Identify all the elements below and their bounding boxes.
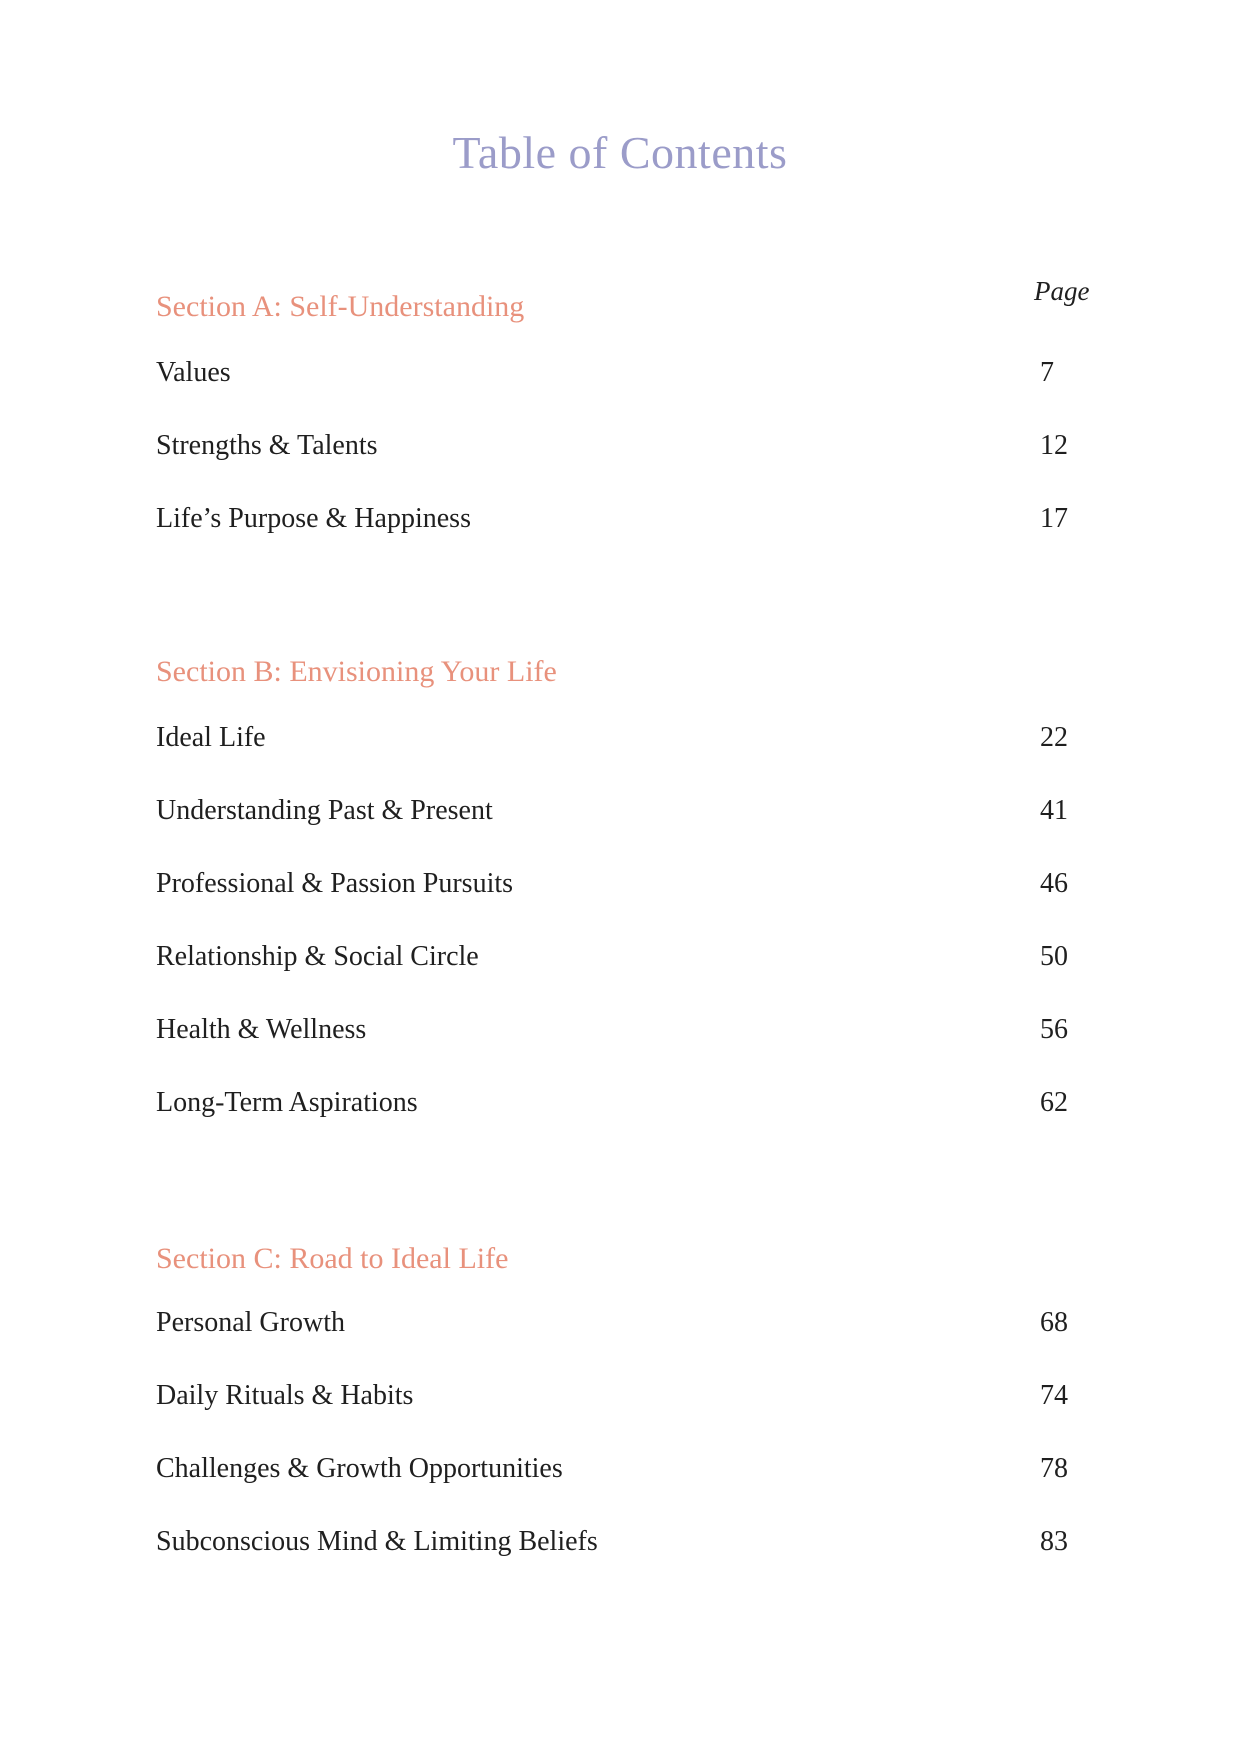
toc-entry-page: 46 (1040, 868, 1068, 899)
toc-entry-title: Relationship & Social Circle (156, 941, 479, 972)
toc-entry[interactable] (156, 1014, 1080, 1054)
toc-entry-title: Challenges & Growth Opportunities (156, 1453, 563, 1484)
toc-entry-title: Health & Wellness (156, 1014, 367, 1045)
toc-entry-title: Daily Rituals & Habits (156, 1380, 414, 1411)
toc-entry-page: 83 (1040, 1526, 1068, 1557)
toc-entry-page: 22 (1040, 722, 1068, 753)
toc-entry-page: 62 (1040, 1087, 1068, 1118)
toc-entry-page: 68 (1040, 1307, 1068, 1338)
toc-entry-page: 78 (1040, 1453, 1068, 1484)
toc-entry[interactable] (156, 1087, 1080, 1127)
toc-entry[interactable] (156, 357, 1080, 397)
toc-entry-title: Long-Term Aspirations (156, 1087, 418, 1118)
section-heading-a: Section A: Self-Understanding (156, 290, 525, 323)
section-heading-c: Section C: Road to Ideal Life (156, 1242, 509, 1275)
page-column-label: Page (1034, 276, 1090, 306)
toc-entry[interactable] (156, 1307, 1080, 1347)
toc-entry-page: 17 (1040, 503, 1068, 534)
page-title: Table of Contents (452, 127, 788, 178)
toc-entry-page: 12 (1040, 430, 1068, 461)
toc-entry-page: 7 (1040, 357, 1054, 388)
toc-entry[interactable] (156, 430, 1080, 470)
toc-entry-title: Strengths & Talents (156, 430, 378, 461)
toc-entry-title: Professional & Passion Pursuits (156, 868, 514, 899)
toc-entry[interactable] (156, 1526, 1080, 1566)
toc-entry-page: 74 (1040, 1380, 1068, 1411)
toc-entry[interactable] (156, 868, 1080, 908)
toc-entry-title: Understanding Past & Present (156, 795, 493, 826)
toc-entry-title: Subconscious Mind & Limiting Beliefs (156, 1526, 598, 1557)
toc-entry-page: 41 (1040, 795, 1068, 826)
toc-entry-title: Ideal Life (156, 722, 266, 753)
toc-entry[interactable] (156, 722, 1080, 762)
toc-entry[interactable] (156, 795, 1080, 835)
toc-entry[interactable] (156, 1453, 1080, 1493)
toc-entry-page: 50 (1040, 941, 1068, 972)
toc-entry[interactable] (156, 1380, 1080, 1420)
toc-entry[interactable] (156, 503, 1080, 543)
toc-entry-page: 56 (1040, 1014, 1068, 1045)
toc-entry-title: Life’s Purpose & Happiness (156, 503, 471, 534)
toc-entry-title: Personal Growth (156, 1307, 345, 1338)
toc-entry[interactable] (156, 941, 1080, 981)
toc-entry-title: Values (156, 357, 231, 388)
section-heading-b: Section B: Envisioning Your Life (156, 655, 557, 688)
